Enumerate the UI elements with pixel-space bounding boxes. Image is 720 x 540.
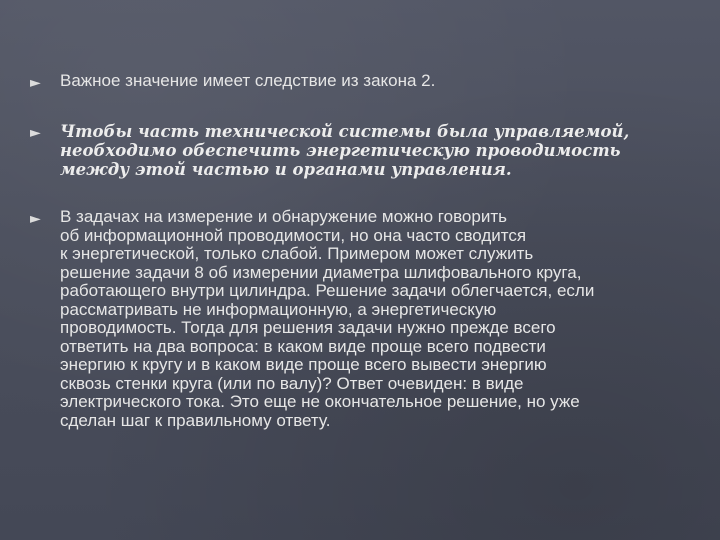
bullet-item-2 <box>30 122 694 179</box>
bullet-arrow-icon: ► <box>30 125 41 141</box>
bullet-arrow-icon: ► <box>30 211 41 227</box>
bullet-text-1: Важное значение имеет следствие из закона 2. <box>60 71 436 90</box>
bullet-text-2: Чтобы часть технической системы была управляемой, необходимо обеспечить энергетическую проводимость между этой частью и органами управления. <box>60 122 630 179</box>
bullet-arrow-icon: ► <box>30 75 41 91</box>
bullet-text-3: В задачах на измерение и обнаружение можно говорить об информационной проводимости, но она часто сводится к энергетической, только слабой. Примером может служить решение задачи 8 об измерении диаметра шлифовального круга, работающего внутри цилиндра. Решение задачи облегчается, если рассматривать не информационную, а энергетическую проводимость. Тогда для решения задачи нужно прежде всего ответить на два вопроса: в каком виде проще всего подвести энергию к кругу и в каком виде проще всего вывести энергию сквозь стенки круга (или по валу)? Ответ очевиден: в виде электрического тока. Это еще не окончательное решение, но уже сделан шаг к правильному ответу. <box>60 207 595 430</box>
bullet-item-1 <box>30 72 694 92</box>
bullet-item-3 <box>30 208 694 430</box>
